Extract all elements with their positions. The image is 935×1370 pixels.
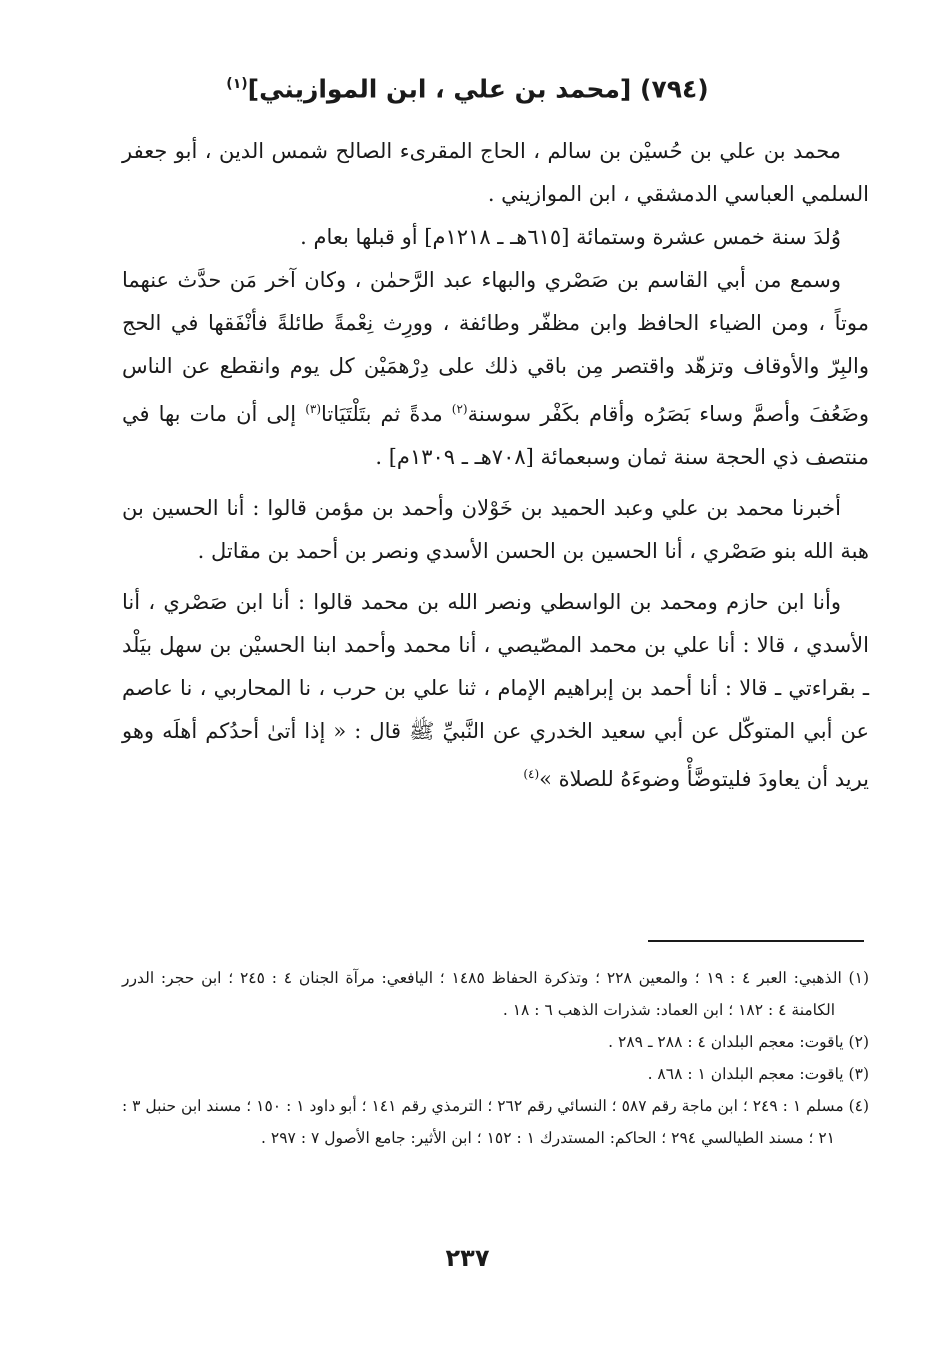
- footnote-marker: (٤): [523, 767, 540, 781]
- paragraph-isnad-1: أخبرنا محمد بن علي وعبد الحميد بن خَوْلان وأحمد بن مؤمن قالوا : أنا الحسين بن هبة الله بنو صَصْري ، أنا الحسين بن الحسن الأسدي ونصر بن أحمد بن مقاتل .: [122, 496, 869, 563]
- paragraph-birth: وُلدَ سنة خمس عشرة وستمائة [٦١٥هـ ـ ١٢١٨م] أو قبلها بعام .: [300, 225, 841, 249]
- footnote-3: (٣) ياقوت: معجم البلدان ١ : ٨٦٨ .: [647, 1065, 869, 1083]
- entry-title: [120, 62, 815, 111]
- footnote-2: (٢) ياقوت: معجم البلدان ٤ : ٢٨٨ ـ ٢٨٩ .: [608, 1033, 869, 1051]
- paragraph-name-lineage: محمد بن علي بن حُسيْن بن سالم ، الحاج المقرىء الصالح شمس الدين ، أبو جعفر السلمي العباسي الدمشقي ، ابن الموازيني .: [122, 139, 869, 206]
- paragraph-isnad-2: [122, 581, 869, 801]
- footnote-1: (١) الذهبي: العبر ٤ : ١٩ ؛ والمعين ٢٢٨ ؛ وتذكرة الحفاظ ١٤٨٥ ؛ اليافعي: مرآة الجنان ٤ : ٢٤٥ ؛ ابن حجر: الدرر الكامنة ٤ : ١٨٢ ؛ ابن العماد: شذرات الذهب ٦ : ١٨ .: [122, 969, 869, 1019]
- footnotes: [122, 962, 869, 1154]
- entry-title-text: (٧٩٤) [محمد بن علي ، ابن الموازيني]: [247, 74, 709, 104]
- life-text-c: إلى أن مات بها في منتصف ذي الحجة سنة ثمان وسبعمائة [٧٠٨هـ ـ ١٣٠٩م] .: [122, 402, 869, 469]
- life-text-b: مدةً ثم بتَلْتَيَاتا: [321, 402, 452, 426]
- footnote-marker: (٣): [305, 402, 322, 416]
- footnote-4: (٤) مسلم ١ : ٢٤٩ ؛ ابن ماجة رقم ٥٨٧ ؛ النسائي رقم ٢٦٢ ؛ الترمذي رقم ١٤١ ؛ أبو داود ١ : ١٥٠ ؛ مسند ابن حنبل ٣ : ٢١ ؛ مسند الطيالسي ٢٩٤ ؛ الحاكم: المستدرك ١ : ١٥٢ ؛ ابن الأثير: جامع الأصول ٧ : ٢٩٧ .: [122, 1097, 870, 1147]
- biography-text: [122, 130, 869, 801]
- life-text-a: وسمع من أبي القاسم بن صَصْري والبهاء عبد الرَّحمٰن ، وكان آخر مَن حدَّث عنهما موتاً ، ومن الضياء الحافظ وابن مظفّر وطائفة ، وورِث نِعْمةً طائلةً فأنْفَقها في الحج والبِرّ والأوقاف وتزهّد واقتصر مِن باقي ذلك على دِرْهمَيْن كل يوم وانقطع عن الناس وضَعُفَ وأصمَّ وساء بَصَرُه وأقام بكَفْر سوسنة: [122, 268, 869, 426]
- footnote-marker: (١): [226, 76, 248, 92]
- hadith-text: وأنا ابن حازم ومحمد بن الواسطي ونصر الله بن محمد قالوا : أنا ابن صَصْري ، أنا الأسدي ، قالا : أنا علي بن محمد المصّيصي ، أنا محمد وأحمد ابنا الحسيْن بن سهل بيَلْد ـ بقراءتي ـ قالا : أنا أحمد بن إبراهيم الإمام ، ثنا علي بن حرب ، نا المحاربي ، نا عاصم عن أبي المتوكّل عن أبي سعيد الخدري عن النَّبيِّ ﷺ قال : « إذا أتىٰ أحدُكم أهلَه وهو يريد أن يعاودَ فليتوضَّأْ وضوءَهُ للصلاة »: [122, 590, 869, 791]
- footnote-marker: (٢): [451, 402, 468, 416]
- footnote-separator: [648, 940, 864, 942]
- paragraph-life: [122, 259, 869, 479]
- page-number: ٢٣٧: [445, 1244, 490, 1272]
